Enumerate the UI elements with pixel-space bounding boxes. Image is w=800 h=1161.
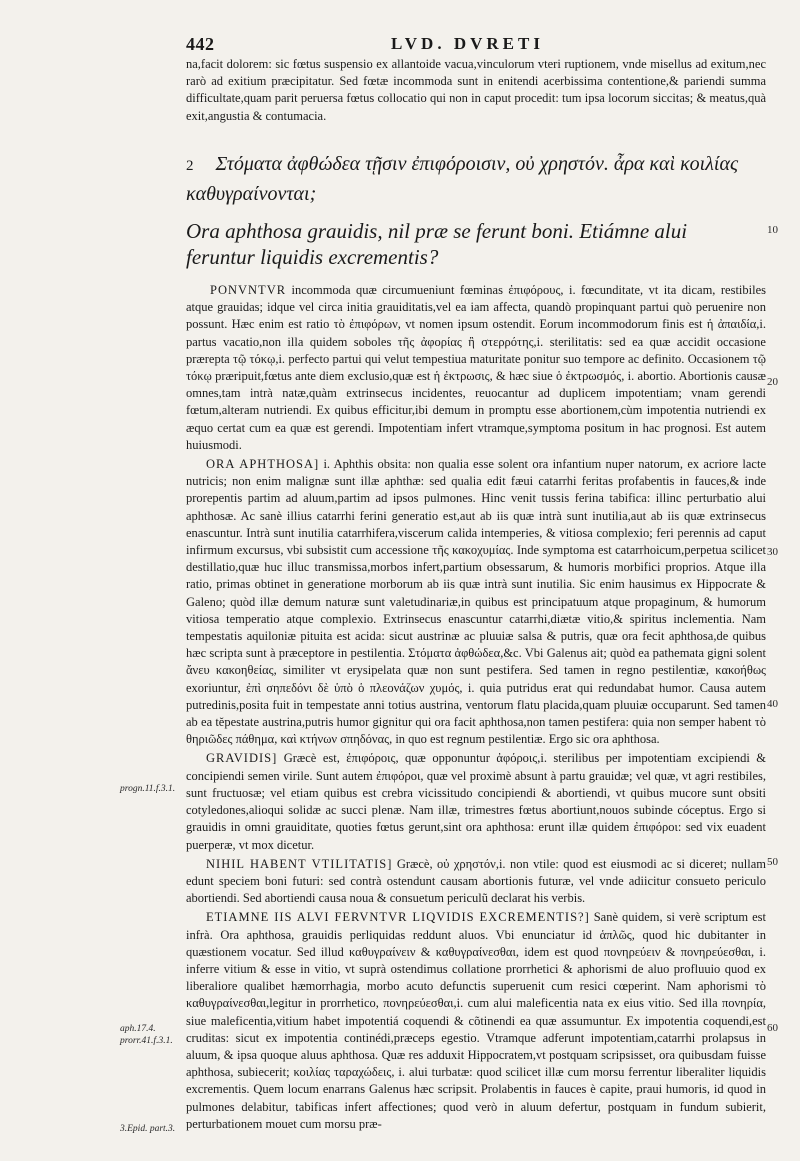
intro-paragraph: na,facit dolorem: sic fœtus suspensio ex allantoide vacua,vinculorum vteri ruptionem, vnde misellus ad exitum,nec rarò ad exitium præcipitatur. Sed fœtæ incommoda sunt in enitendi acerbissima contentione,& pariendi summa difficultate,quam parit peruersa fœtus collocatio qui non in caput procedit: tum ipsa locorum siccitas; & meatus,quà exit,angustia & contumacia.: [186, 57, 766, 123]
paragraph-text: Græcè est, ἐπιφόροις, quæ opponuntur ἀφόροις,i. sterilibus per impotentiam excipiendi & concipiendi semen virile. Sunt autem ἐπιφόροι, quæ vel proximè absunt à partu grauidæ; vel quæ, vt agri restibiles, sunt fructuosæ; vel etiam quibus est crebra vicissitudo concipiendi & abortiendi, vt quibus mucore sunt obsiti cotyledones,alioqui solidæ ac succi plenæ. Nam illæ, trimestres fœtus abortiunt,nouos subinde cóceptus. Ergo si grauidis in omni grauiditate, quoties fœtus gerunt,sint ora aphthosa: erunt illæ quidem ἐπιφόροι: sed vix euadent puerperæ, vt mox dicetur.: [186, 751, 766, 852]
paragraph-lead: NIHIL HABENT VTILITATIS]: [206, 856, 393, 871]
running-head: LVD. DVRETI: [391, 34, 544, 53]
paragraph-text: Sanè quidem, si verè scriptum est infrà. Ora aphthosa, grauidis perliquidas reddunt aluos. Vbi enunciatur id ἁπλῶς, quod hic dubitanter in quæstionem vocatur. Sed illud καθυγραίνειν & καθυγραίνεσθαι, idem est quod πονηρεύειν & πονηρεύεσθαι, i. inferre vitium & esse in vitio, vt suprà ostendimus collatione prorrhetici & aphorismi de aluo profluuio quod ex liberaliore qualibet hæmorrhagia, morbo acuto defunctis superuenit cum resici cœperint. Nam aphorismi τὸ καθυγραίνεσθαι,legitur in prorrhetico, πονηρεύεσθαι,i. cum alui maleficentia nata ex eius vitio. Sed illa πονηρία, siue maleficentia,vitium habet impotentiá coquendi & cõtinendi ea quæ assumuntur. Ex impotentia coquendi,est cruditas: sicut ex impotentia continédi,præceps egestio. Vtramque adferunt impotentiam,catarrhi prolapsus in aluum, & ipsa quoque aluus aphthosa. Quæ res adduxit Hippocratem,vt postquam scripsisset, ora quibusdam fuisse aphthosa, subiecerit; κοιλίας ταραχώδεις, i. alui turbatæ: quod scilicet illæ cum morsu ferrentur liberaliter liquidis excrementis. Quem locum enarrans Galenus hæc scripsit. Prolabentis in fauces è capite, praui humoris, id quod in pulmones delabitur, tabificas infert affectiones; quod verò in aluum defertur, postquam in fundum subierit, perturbationem mouet cum morsu præ-: [186, 910, 766, 1131]
margin-line-number: 40: [767, 698, 778, 710]
page-number: 442: [186, 34, 215, 54]
paragraph-text: Græcè, οὐ χρηστόν,i. non vtile: quod est eiusmodi ac si diceret; nullam edunt speciem boni futuri: sed contrà ostendunt causam abortionis futuræ, vel vnde adiicitur consueto periculo abortiendi. Sed abortiendi causa noua & consuetum periculũ declarat his verbis.: [186, 856, 766, 906]
commentary-paragraph: [186, 856, 766, 908]
margin-reference: prorr.41.f.3.1.: [120, 1036, 173, 1046]
margin-line-number: 30: [767, 546, 778, 558]
paragraph-lead: PONVNTVR: [210, 283, 287, 297]
paragraph-lead: ORA APHTHOSA]: [206, 457, 320, 472]
margin-line-number: 60: [767, 1022, 778, 1034]
margin-reference: progn.11.f.3.1.: [120, 784, 176, 794]
paragraph-text: incommoda quæ circumueniunt fœminas ἐπιφόρους, i. fœcunditate, vt ita dicam, restibiles atque grauidas; idque vel circa initia grauiditatis,vel ea iam affecta, quandò propinquant partui quò peruenire non possunt. Hæc enim est ratio τὸ ἐπιφόρων, vt nomen ipsum ostendit. Eorum incommodorum finis est ἡ ἀπαιδία,i. partus vacatio,non illa quidem soboles τῆς ἀφορίας ἢ στερρότης,i. sterilitatis: sed ea quæ accidit occasione prærepta τῷ τόκῳ,i. perfecto partui qui velut tempestiua maturitate ponitur suo tempore ac definito. Occasionem τῷ τόκῳ præripuit,fœtus ante diem exclusio,quæ est ἡ ἐκτρωσις, & hæc siue ὁ ἐκτρωσμός, i. abortio. Abortionis causæ omnes,tam intrà natæ,quàm extrinsecus incidentes, reuocantur ad duplicem impotentiam; vnam gerendi fœtum,alteram nutriendi. Ex quibus efficitur,ibi demum in promptu esse abortionem,cùm impotentia nutriendi ex æquo certat cum ea quæ est gerendi. Impotentiam infert vtramque,symptoma positum in hac prognosi. Est autem huiusmodi.: [186, 283, 766, 452]
commentary-body: [186, 282, 766, 1135]
margin-line-number: 20: [767, 376, 778, 388]
paragraph-lead: ETIAMNE IIS ALVI FERVNTVR LIQVIDIS EXCREMENTIS?]: [206, 910, 590, 925]
commentary-paragraph: [186, 909, 766, 1133]
commentary-paragraph: [186, 456, 766, 748]
aphorism-greek: [186, 150, 746, 208]
commentary-paragraph: [186, 282, 766, 454]
margin-line-number: 10: [767, 224, 778, 236]
aphorism-number: 2: [186, 158, 194, 174]
aphorism-latin: Ora aphthosa grauidis, nil præ se ferunt boni. Etiámne alui feruntur liquidis excrementis?: [186, 219, 688, 269]
aphorism-greek-text: Στόματα ἀφθώδεα τῇσιν ἐπιφόροισιν, οὐ χρηστόν. ἆρα καὶ κοιλίας καθυγραίνονται;: [186, 153, 739, 205]
margin-reference: aph.17.4.: [120, 1024, 156, 1034]
commentary-paragraph: [186, 750, 766, 853]
margin-reference: 3.Epid. part.3.: [120, 1124, 176, 1134]
paragraph-lead: GRAVIDIS]: [206, 751, 278, 766]
margin-line-number: 50: [767, 856, 778, 868]
paragraph-text: i. Aphthis obsita: non qualia esse solent ora infantium nuper natorum, ex acriore lacte nutricis; non enim malignæ sunt illæ aphthæ: sed qualia edit fæui catarrhi feritas profabentis in fauces,& inde prorepentis partim ad aluum,partim ad ipsos pulmones. Hinc venit tussis ferina tabifica: illinc perturbatio alui aphthosæ. Ac sanè illius catarrhi ferini generatio est,aut ab iis quæ intrà sunt inutilia,aut ab iis quæ extrinsecus enascuntur. Intrà sunt inutilia catarrhifera,viscerum calida intemperies, & vitiosa complexio; feri perennis ad caput infirmum excursus, vbi subsistit cum accessione τῆς κακοχυμίας. Inde symptoma est catarrhoicum,perpetua scilicet destillatio,quæ huc illuc transmissa,morbos infert,partium obsessarum, & humoris morbifici proprios. Atque illa ratio, primas obtinet in generatione morborum ab iis quæ intrà sunt inutilia. Sic enim hausimus ex Hippocrate & Galeno; quòd illæ demum naturæ sunt valetudinariæ,in quibus est principatuum atque propaginum, & humorum vitiosa temperatio atque complexio. Extrinsecus enascuntur catarrhi,diætæ vitio,& spiritus inclementia. Nam tempestatis aquiloniæ pituita est acida: sicut austrinæ ac pluuiæ salsa & putris, quæ ora fecit aphthosa,de quibus hæc scripta sunt à præceptore in pestilentia. Στόματα ἀφθώδεα,&c. Vbi Galenus ait; quòd ea pathemata gigni solent ἄνευ κακοηθείας, similiter vt erysipelata quæ non sunt pestifera. Sed tamen in regno pestilentiæ, κακοήθως exoriuntur, ἐπὶ σηπεδόνι δὲ ὑπὸ ὁ πλεονάζων χυμός, i. quia putridus erat qui redundabat humor. Causa autem putredinis,posita fuit in tempestate anni totius austrina, ventorum flatu placida,quam pluuiæ occuparunt. Sed tamen ab ea tĕpestate austrina,putris humor gignitur qui ora facit aphthosa,non tamen pestifera: quia non semper habent τὸ θηριῶδες πάθημα, καὶ κτήνων σπηδόνας, in quo est regnum pestilentiæ. Ergo sic ora aphthosa.: [186, 457, 766, 747]
